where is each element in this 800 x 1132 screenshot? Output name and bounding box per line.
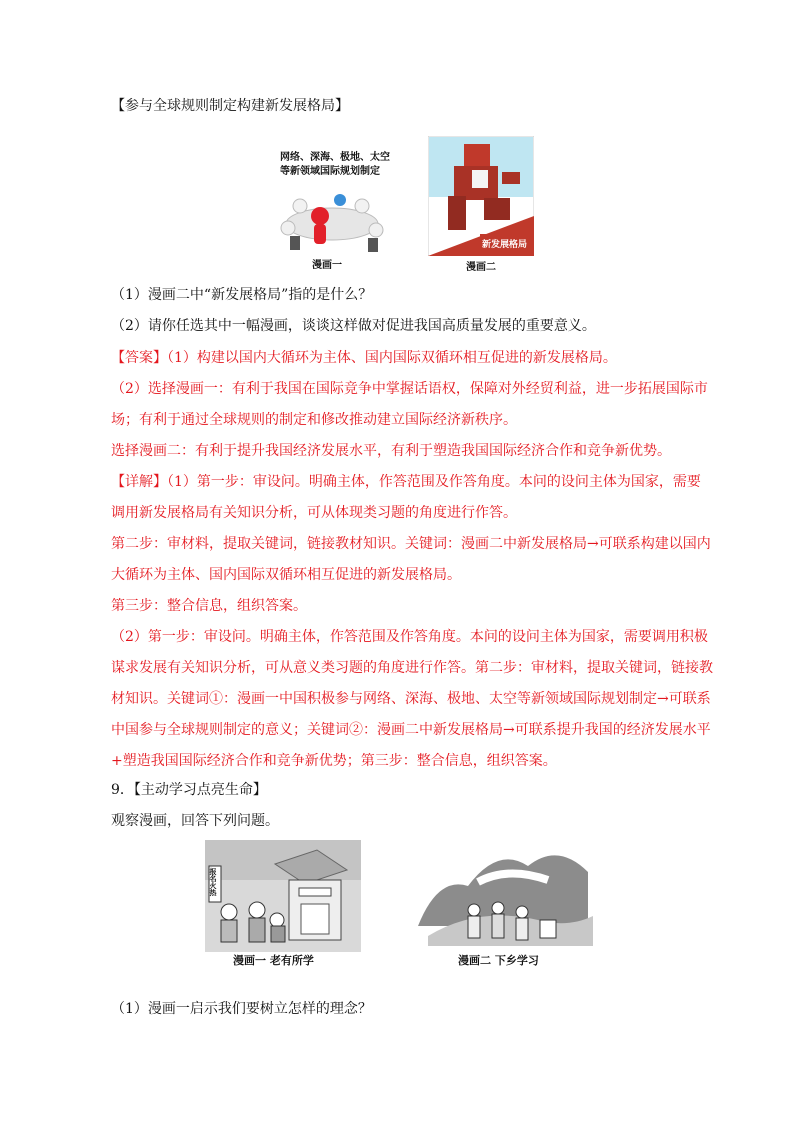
round-table-illustration (270, 138, 400, 268)
question-1: （1）漫画二中“新发展格局”指的是什么？ (111, 287, 373, 303)
detail-label: 【详解】 (111, 474, 167, 490)
countryside-study-illustration (418, 836, 598, 950)
answer-2-line-2: 场；有利于通过全球规则的制定和修改推动建立国际经济新秩序。 (111, 412, 517, 428)
detail-line-9: 中国参与全球规则制定的意义；关键词②：漫画二中新发展格局→可联系提升我国的经济发展水平 (111, 722, 711, 738)
question-9-intro: 观察漫画，回答下列问题。 (111, 813, 279, 829)
cartoon-two-caption: 漫画二 (466, 262, 496, 273)
detail-line-4: 大循环为主体、国内国际双循环相互促进的新发展格局。 (111, 567, 461, 583)
answer-2-line-3: 选择漫画二：有利于提升我国经济发展水平，有利于塑造我国国际经济合作和竞争新优势。 (111, 443, 671, 459)
detail-line-8: 材知识。关键词①：漫画一中国积极参与网络、深海、极地、太空等新领域国际规划制定→可联系 (111, 691, 711, 707)
cartoon-old-learning-figure (205, 840, 361, 970)
answer-2-line-1: （2）选择漫画一：有利于我国在国际竞争中掌握话语权，保障对外经贸利益，进一步拓展国际市 (111, 381, 708, 397)
cartoon-one-text-line2: 等新领域国际规划制定 (280, 166, 380, 177)
cartoon-one-caption: 漫画一 (312, 260, 342, 271)
new-development-sign: 新发展格局 (482, 240, 528, 250)
answer-1: （1）构建以国内大循环为主体、国内国际双循环相互促进的新发展格局。 (167, 350, 617, 366)
cartoon-old-learning-caption: 漫画一 老有所学 (233, 954, 314, 967)
sign-text: 报名火热 (209, 868, 217, 896)
detail-line-6: （2）第一步：审设问。明确主体，作答范围及作答角度。本问的设问主体为国家，需要调用积极 (111, 629, 708, 645)
question-9-title: 9．【主动学习点亮生命】 (111, 782, 267, 798)
answer-line-1 (111, 349, 617, 367)
elderly-school-illustration (205, 840, 361, 952)
answer-label: 【答案】 (111, 350, 167, 366)
section-title: 【参与全球规则制定构建新发展格局】 (111, 98, 349, 114)
detail-line-10: +塑造我国国际经济合作和竞争新优势；第三步：整合信息，组织答案。 (111, 753, 557, 769)
cartoon-one-text-line1: 网络、深海、极地、太空 (280, 152, 390, 163)
detail-line-3: 第二步：审材料，提取关键词，链接教材知识。关键词：漫画二中新发展格局→可联系构建以国内 (111, 536, 711, 552)
question-9-1: （1）漫画一启示我们要树立怎样的理念？ (111, 1001, 372, 1017)
detail-line-1 (111, 473, 701, 491)
question-2: （2）请你任选其中一幅漫画，谈谈这样做对促进我国高质量发展的重要意义。 (111, 318, 596, 334)
detail-line-2: 调用新发展格局有关知识分析，可从体现类习题的角度进行作答。 (111, 505, 517, 521)
cartoon-countryside-learning-caption: 漫画二 下乡学习 (458, 954, 539, 967)
cartoon-countryside-learning-figure (418, 836, 598, 970)
cartoon-two-figure (428, 136, 534, 273)
cartoon-one-figure (270, 138, 400, 271)
detail-line-7: 谋求发展有关知识分析，可从意义类习题的角度进行作答。第二步：审材料，提取关键词，链接教 (111, 660, 713, 676)
detail-line-5: 第三步：整合信息，组织答案。 (111, 598, 307, 614)
detail-text-1: （1）第一步：审设问。明确主体，作答范围及作答角度。本问的设问主体为国家，需要 (167, 474, 701, 490)
